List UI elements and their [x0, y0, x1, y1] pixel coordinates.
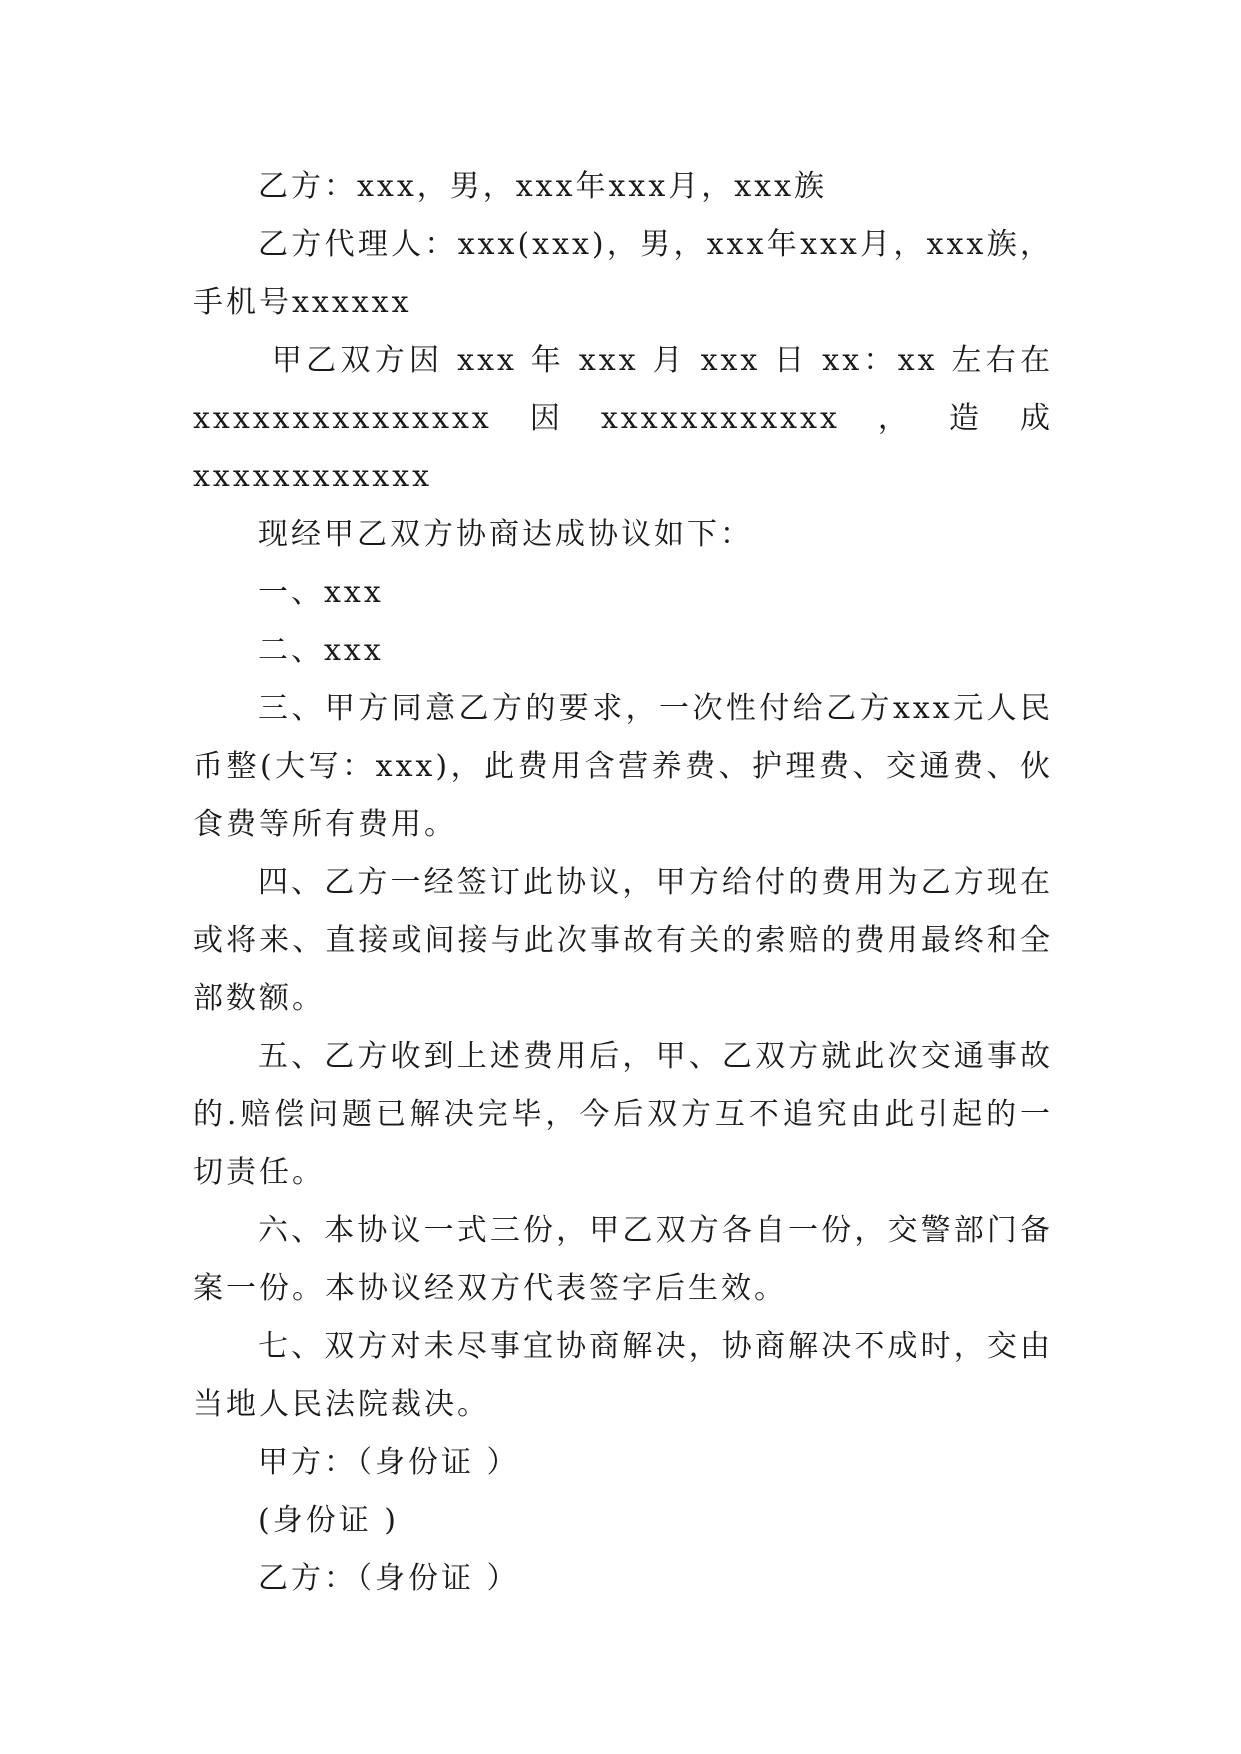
- agreement-body: [193, 158, 1066, 1608]
- clause-1: 一、xxx: [258, 575, 384, 610]
- party-b-agent-info: 乙方代理人：xxx(xxx)，男，xxx年xxx月，xxx族，手机号xxxxxx: [193, 227, 1053, 320]
- clause-4: 四、乙方一经签订此协议，甲方给付的费用为乙方现在或将来、直接或间接与此次事故有关的索赔的费用最终和全部数额。: [193, 865, 1053, 1016]
- party-a-signature-line: 甲方：（身份证 ）: [258, 1445, 520, 1480]
- clause-2: 二、xxx: [258, 633, 384, 668]
- incident-description: 甲乙双方因 xxx 年 xxx 月 xxx 日 xx：xx 左右在 xxxxxxxxxxxxxxx因xxxxxxxxxxxx，造成xxxxxxxxxxxx: [193, 343, 1066, 494]
- clause-6: 六、本协议一式三份，甲乙双方各自一份，交警部门备案一份。本协议经双方代表签字后生效。: [193, 1213, 1053, 1306]
- id-card-line: (身份证 ): [258, 1503, 399, 1538]
- agreement-intro: 现经甲乙双方协商达成协议如下：: [258, 517, 753, 552]
- party-b-signature-line: 乙方：（身份证 ）: [258, 1561, 520, 1596]
- clause-3: 三、甲方同意乙方的要求，一次性付给乙方xxx元人民币整(大写：xxx)，此费用含营养费、护理费、交通费、伙食费等所有费用。: [193, 691, 1053, 842]
- clause-7: 七、双方对未尽事宜协商解决，协商解决不成时，交由当地人民法院裁决。: [193, 1329, 1053, 1422]
- clause-5: 五、乙方收到上述费用后，甲、乙双方就此次交通事故的.赔偿问题已解决完毕，今后双方互不追究由此引起的一切责任。: [193, 1039, 1053, 1190]
- party-b-info: 乙方：xxx，男，xxx年xxx月，xxx族: [258, 169, 828, 204]
